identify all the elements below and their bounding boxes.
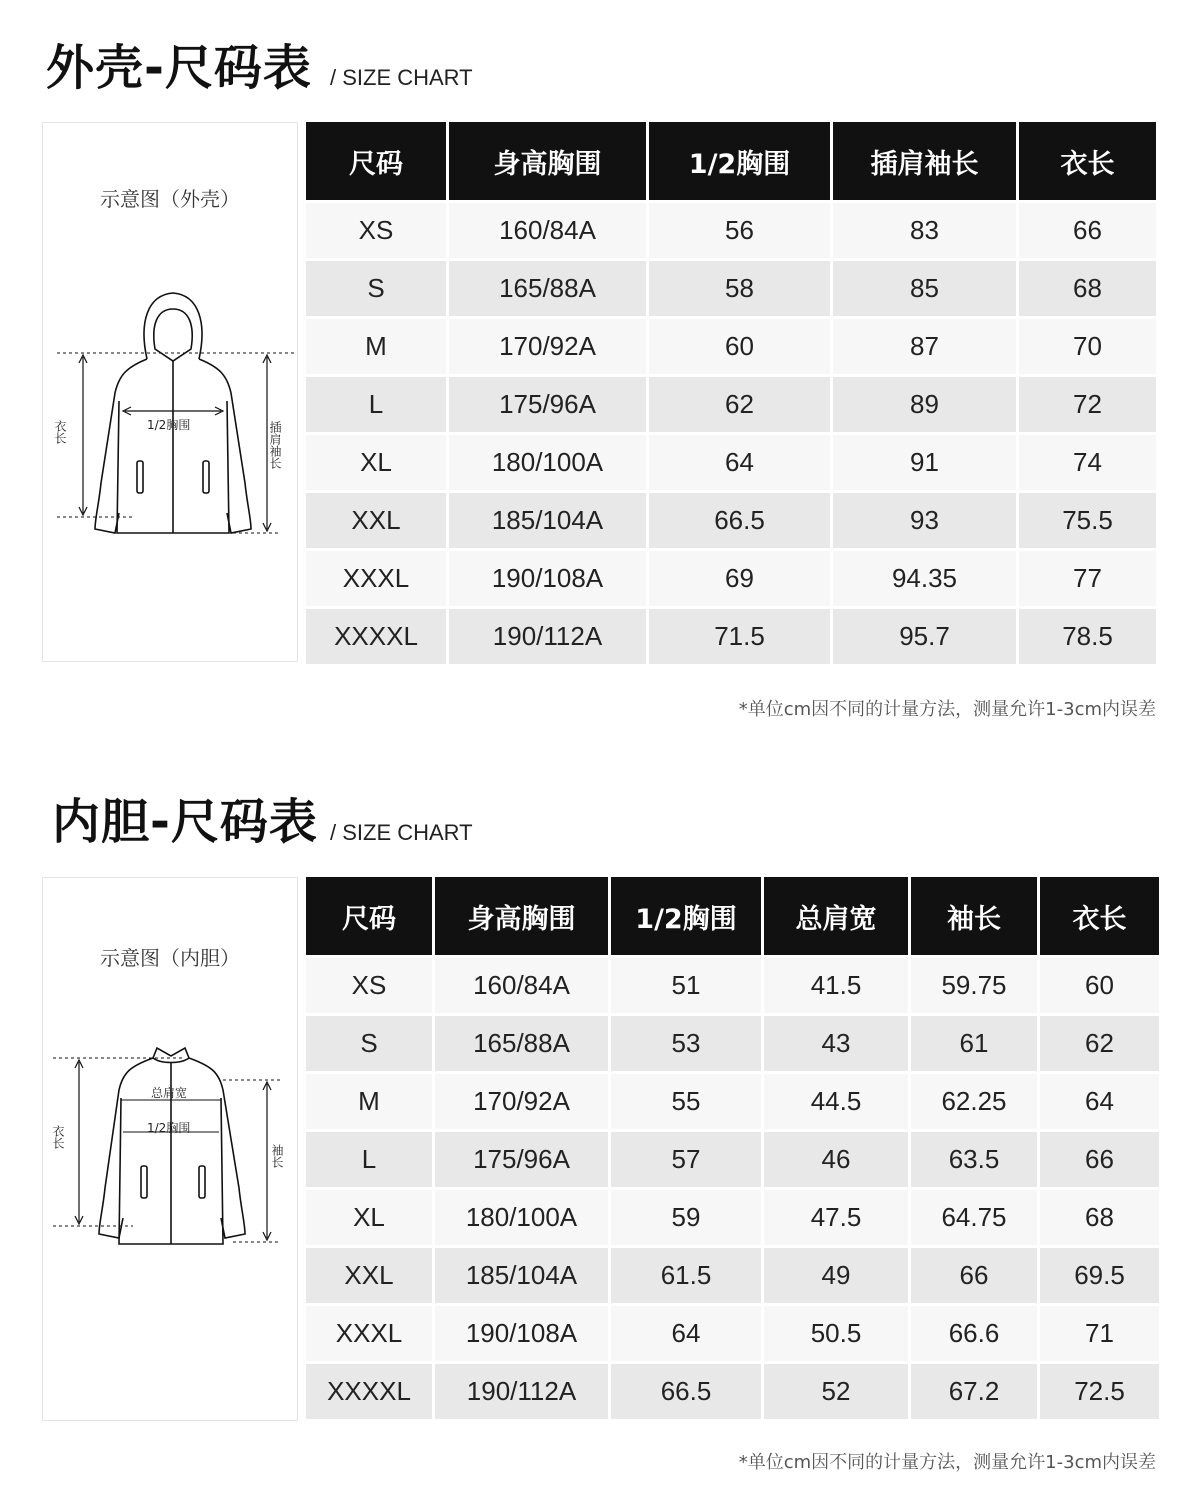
outer-label-half-chest: 1/2胸围: [147, 418, 191, 432]
inner-table-cell: 52: [764, 1361, 908, 1419]
outer-table-cell: 62: [649, 374, 830, 432]
inner-table-cell: 55: [611, 1071, 761, 1129]
inner-table-cell: XXXXL: [306, 1361, 432, 1419]
inner-table-cell: 64.75: [911, 1187, 1037, 1245]
outer-table-cell: 89: [833, 374, 1016, 432]
inner-header-cell: 衣长: [1040, 877, 1159, 955]
outer-table-cell: 95.7: [833, 606, 1016, 664]
outer-table-cell: 83: [833, 200, 1016, 258]
outer-table-row: [306, 432, 1156, 490]
inner-table-cell: 71: [1040, 1303, 1159, 1361]
outer-header-cell: 尺码: [306, 122, 446, 200]
outer-table-cell: 70: [1019, 316, 1156, 374]
outer-table-cell: XS: [306, 200, 446, 258]
inner-table-cell: 47.5: [764, 1187, 908, 1245]
outer-table-cell: 68: [1019, 258, 1156, 316]
inner-table-cell: 185/104A: [435, 1245, 608, 1303]
outer-table-cell: 190/108A: [449, 548, 646, 606]
inner-table-cell: 160/84A: [435, 955, 608, 1013]
inner-label-sleeve: 袖长: [270, 1144, 284, 1168]
inner-table-cell: 46: [764, 1129, 908, 1187]
outer-table-row: [306, 200, 1156, 258]
outer-label-sleeve: 插肩袖长: [268, 421, 282, 469]
inner-table-row: [306, 1071, 1159, 1129]
inner-table-cell: 59: [611, 1187, 761, 1245]
inner-table-header-row: [306, 877, 1159, 955]
inner-table-cell: 64: [611, 1303, 761, 1361]
inner-table-row: [306, 1013, 1159, 1071]
outer-table-cell: 74: [1019, 432, 1156, 490]
inner-label-shoulder: 总肩宽: [151, 1086, 188, 1100]
inner-table-cell: 170/92A: [435, 1071, 608, 1129]
outer-table-cell: 66: [1019, 200, 1156, 258]
inner-table-cell: 41.5: [764, 955, 908, 1013]
outer-subtitle: / SIZE CHART: [330, 65, 473, 90]
inner-table-cell: 51: [611, 955, 761, 1013]
liner-jacket-illustration: [43, 1038, 299, 1278]
inner-table-cell: S: [306, 1013, 432, 1071]
inner-table-cell: 44.5: [764, 1071, 908, 1129]
outer-table-cell: 94.35: [833, 548, 1016, 606]
outer-header-cell: 衣长: [1019, 122, 1156, 200]
inner-table-cell: 165/88A: [435, 1013, 608, 1071]
outer-table-cell: 60: [649, 316, 830, 374]
outer-table-header-row: [306, 122, 1156, 200]
inner-table-cell: 66: [1040, 1129, 1159, 1187]
inner-table-cell: 60: [1040, 955, 1159, 1013]
outer-table-cell: 185/104A: [449, 490, 646, 548]
inner-table-cell: 66.5: [611, 1361, 761, 1419]
inner-table-row: [306, 1361, 1159, 1419]
inner-title: 内胆-尺码表: [52, 794, 318, 850]
inner-diagram-caption: 示意图（内胆）: [100, 946, 240, 970]
outer-size-table: [303, 122, 1159, 664]
outer-table-cell: 77: [1019, 548, 1156, 606]
outer-table-cell: 175/96A: [449, 374, 646, 432]
outer-table-cell: 56: [649, 200, 830, 258]
inner-table-cell: L: [306, 1129, 432, 1187]
inner-table-row: [306, 955, 1159, 1013]
inner-table-row: [306, 1187, 1159, 1245]
outer-table-cell: 66.5: [649, 490, 830, 548]
inner-table-row: [306, 1129, 1159, 1187]
outer-table-cell: S: [306, 258, 446, 316]
inner-table-cell: 64: [1040, 1071, 1159, 1129]
inner-table-cell: 61: [911, 1013, 1037, 1071]
outer-table-cell: 71.5: [649, 606, 830, 664]
outer-header-cell: 身高胸围: [449, 122, 646, 200]
inner-table-cell: 57: [611, 1129, 761, 1187]
inner-table-cell: 67.2: [911, 1361, 1037, 1419]
outer-measurement-note: *单位cm因不同的计量方法，测量允许1-3cm内误差: [738, 699, 1156, 720]
outer-table-cell: 91: [833, 432, 1016, 490]
outer-header-cell: 1/2胸围: [649, 122, 830, 200]
outer-table-cell: 165/88A: [449, 258, 646, 316]
outer-table-row: [306, 316, 1156, 374]
inner-table-cell: 69.5: [1040, 1245, 1159, 1303]
inner-label-length: 衣长: [51, 1125, 65, 1149]
outer-title: 外壳-尺码表: [46, 40, 312, 96]
outer-table-cell: L: [306, 374, 446, 432]
inner-table-cell: 175/96A: [435, 1129, 608, 1187]
inner-table-row: [306, 1303, 1159, 1361]
inner-table-cell: 66.6: [911, 1303, 1037, 1361]
outer-table-cell: 58: [649, 258, 830, 316]
inner-label-half-chest: 1/2胸围: [147, 1121, 191, 1135]
inner-table-cell: 50.5: [764, 1303, 908, 1361]
inner-measurement-note: *单位cm因不同的计量方法，测量允许1-3cm内误差: [738, 1452, 1156, 1473]
outer-table-cell: 87: [833, 316, 1016, 374]
inner-table-cell: XXL: [306, 1245, 432, 1303]
outer-table-cell: 190/112A: [449, 606, 646, 664]
outer-table-cell: 93: [833, 490, 1016, 548]
inner-table-cell: 72.5: [1040, 1361, 1159, 1419]
outer-diagram-caption: 示意图（外壳）: [100, 187, 240, 211]
inner-table-cell: 63.5: [911, 1129, 1037, 1187]
outer-table-cell: M: [306, 316, 446, 374]
inner-table-cell: 180/100A: [435, 1187, 608, 1245]
inner-table-cell: 43: [764, 1013, 908, 1071]
inner-header-cell: 袖长: [911, 877, 1037, 955]
outer-table-row: [306, 374, 1156, 432]
inner-table-cell: 68: [1040, 1187, 1159, 1245]
inner-diagram: [42, 877, 298, 1421]
inner-table-cell: XL: [306, 1187, 432, 1245]
inner-table-cell: 66: [911, 1245, 1037, 1303]
outer-diagram: [42, 122, 298, 662]
outer-label-length: 衣长: [53, 420, 67, 444]
inner-table-cell: 61.5: [611, 1245, 761, 1303]
outer-table-cell: 64: [649, 432, 830, 490]
inner-table-row: [306, 1245, 1159, 1303]
inner-subtitle: / SIZE CHART: [330, 820, 473, 845]
outer-table-cell: XXL: [306, 490, 446, 548]
inner-header-cell: 尺码: [306, 877, 432, 955]
outer-table-cell: 160/84A: [449, 200, 646, 258]
outer-table-cell: 75.5: [1019, 490, 1156, 548]
inner-size-table: [303, 877, 1162, 1419]
outer-table-cell: 170/92A: [449, 316, 646, 374]
outer-table-cell: XL: [306, 432, 446, 490]
outer-table-cell: 72: [1019, 374, 1156, 432]
inner-table-cell: M: [306, 1071, 432, 1129]
inner-table-cell: XS: [306, 955, 432, 1013]
inner-table-cell: 62: [1040, 1013, 1159, 1071]
outer-table-cell: 78.5: [1019, 606, 1156, 664]
inner-table-cell: 59.75: [911, 955, 1037, 1013]
inner-table-cell: 62.25: [911, 1071, 1037, 1129]
inner-table-cell: 190/112A: [435, 1361, 608, 1419]
inner-header-cell: 身高胸围: [435, 877, 608, 955]
outer-table-cell: XXXXL: [306, 606, 446, 664]
outer-header-cell: 插肩袖长: [833, 122, 1016, 200]
inner-header-cell: 总肩宽: [764, 877, 908, 955]
outer-table-row: [306, 258, 1156, 316]
outer-table-row: [306, 490, 1156, 548]
outer-table-row: [306, 606, 1156, 664]
outer-table-row: [306, 548, 1156, 606]
inner-header-cell: 1/2胸围: [611, 877, 761, 955]
outer-table-cell: 69: [649, 548, 830, 606]
inner-size-section: [0, 760, 1200, 1511]
outer-size-section: [0, 0, 1200, 740]
outer-table-cell: 85: [833, 258, 1016, 316]
inner-table-cell: 190/108A: [435, 1303, 608, 1361]
inner-table-cell: 49: [764, 1245, 908, 1303]
hooded-jacket-illustration: [43, 283, 299, 583]
outer-table-cell: 180/100A: [449, 432, 646, 490]
inner-table-cell: XXXL: [306, 1303, 432, 1361]
outer-table-cell: XXXL: [306, 548, 446, 606]
inner-table-cell: 53: [611, 1013, 761, 1071]
